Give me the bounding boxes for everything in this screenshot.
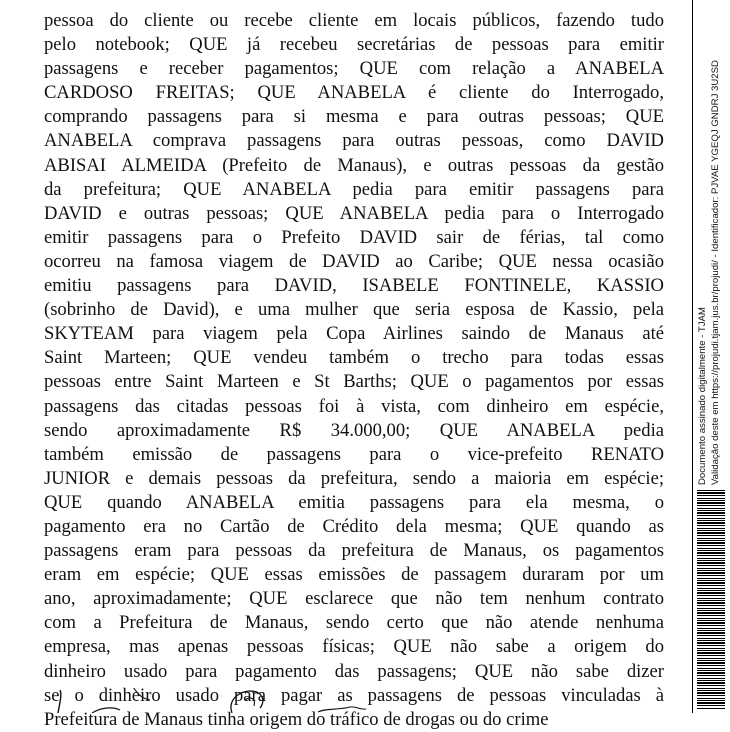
text-line-18: sendo aproximadamente R$ 34.000,00; QUE ANABELA pedia [44,419,664,441]
text-line-23: passagens eram para pessoas da prefeitura de Manaus, os pagamentos [44,540,664,562]
stamp-signed-line: Documento assinado digitalmente - TJAM [697,307,708,485]
text-line-20: JUNIOR e demais pessoas da prefeitura, sendo a maioria em espécie; [44,467,664,489]
text-line-19: também emissão de passagens para o vice-prefeito RENATO [44,443,664,465]
text-line-8: da prefeitura; QUE ANABELA pedia para emitir passagens para [44,178,664,200]
text-line-14: SKYTEAM para viagem pela Copa Airlines saindo de Manaus até [44,323,664,345]
text-line-2: pelo notebook; QUE já recebeu secretárias de pessoas para emitir [44,34,664,56]
text-line-25: ano, aproximadamente; QUE esclarece que não tem nenhum contrato [44,588,664,610]
text-line-6: ANABELA comprava passagens para outras pessoas, como DAVID [44,130,664,152]
text-line-5: comprando passagens para si mesma e para outras pessoas; QUE [44,106,664,128]
stamp-validation-line: Validação deste em https://projudi.tjam.jus.br/projudi/ - Identificador: PJVAE YGEQJ GNDRJ 3U2SD [710,60,721,485]
text-line-30: Prefeitura de Manaus tinha origem do tráfico de drogas ou do crime [44,708,549,730]
text-line-9: DAVID e outras pessoas; QUE ANABELA pedia para o Interrogado [44,202,664,224]
text-line-17: passagens das citadas pessoas foi à vista, com dinheiro em espécie, [44,395,664,417]
text-line-24: eram em espécie; QUE essas emissões de passagem duraram por um [44,564,664,586]
text-line-12: emitiu passagens para DAVID, ISABELE FONTINELE, KASSIO [44,275,664,297]
document-body [44,9,664,732]
text-line-16: pessoas entre Saint Marteen e St Barths; QUE o pagamentos por essas [44,371,664,393]
text-line-22: pagamento era no Cartão de Crédito dela mesma; QUE quando as [44,515,664,537]
text-line-11: ocorreu na famosa viagem de DAVID ao Caribe; QUE nessa ocasião [44,250,664,272]
text-line-13: (sobrinho de David), e uma mulher que seria esposa de Kassio, pela [44,299,664,321]
text-line-4: CARDOSO FREITAS; QUE ANABELA é cliente do Interrogado, [44,82,664,104]
text-line-15: Saint Marteen; QUE vendeu também o trecho para todas essas [44,347,664,369]
text-line-10: emitir passagens para o Prefeito DAVID sair de férias, tal como [44,226,664,248]
text-line-27: empresa, mas apenas pessoas físicas; QUE não sabe a origem do [44,636,664,658]
digital-signature-stamp [692,0,730,713]
text-line-21: QUE quando ANABELA emitia passagens para ela mesma, o [44,491,664,513]
text-line-7: ABISAI ALMEIDA (Prefeito de Manaus), e outras pessoas da gestão [44,154,664,176]
text-line-26: com a Prefeitura de Manaus, sendo certo que não atende nenhuma [44,612,664,634]
text-line-3: passagens e receber pagamentos; QUE com relação a ANABELA [44,58,664,80]
barcode [697,490,725,710]
text-line-29: se o dinheiro usado para pagar as passagens de pessoas vinculadas à [44,684,664,706]
text-line-1: pessoa do cliente ou recebe cliente em locais públicos, fazendo tudo [44,10,664,31]
handwritten-signature [0,688,690,713]
text-line-28: dinheiro usado para pagamento das passagens; QUE não sabe dizer [44,660,664,682]
